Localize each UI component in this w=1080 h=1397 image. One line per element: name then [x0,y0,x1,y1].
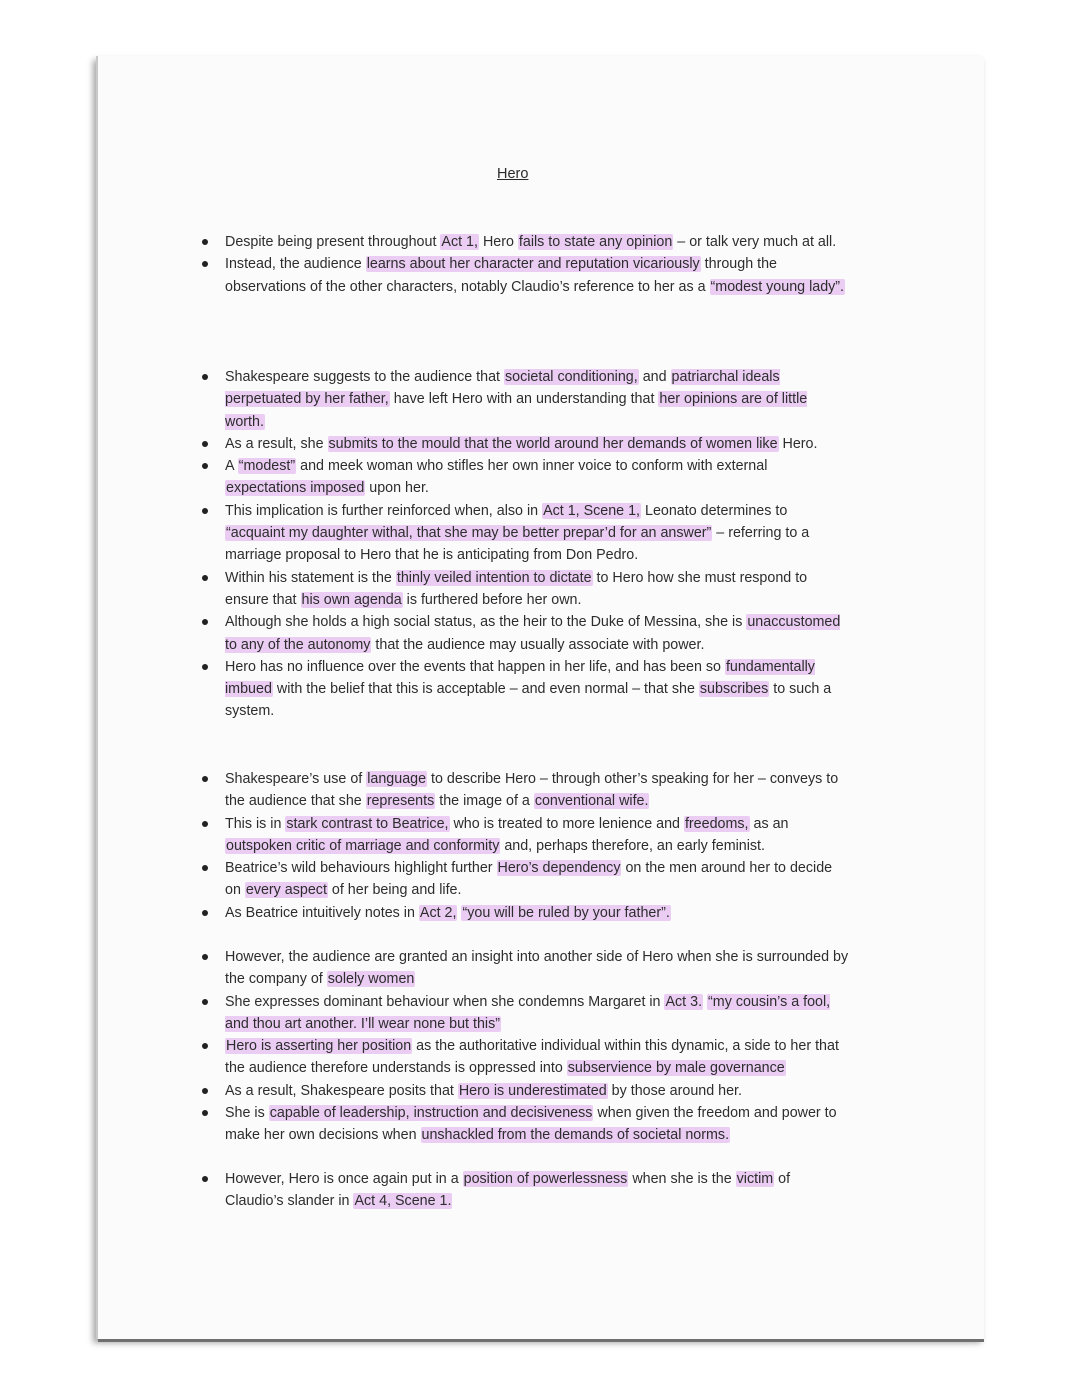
text-segment: Leonato determines to [641,502,788,519]
text-segment: – referring to a marriage proposal to Hero that he is anticipating from Don Pedro. [225,525,810,564]
bullet-item [98,611,984,656]
highlighted-text: position of powerlessness [463,1171,628,1187]
highlighted-text: Act 1, Scene 1, [543,502,641,519]
bullet-section-5 [98,1168,984,1213]
bullet-item [98,231,984,253]
text-segment: as the authoritative individual within this dynamic, a side to her that the audience therefore understands is oppressed into [225,1038,839,1077]
highlighted-text: stark contrast to Beatrice, [286,815,449,832]
text-segment: with the belief that this is acceptable – and even normal – that she [272,681,699,698]
highlighted-text: societal conditioning, [505,369,638,385]
highlighted-text: capable of leadership, instruction and decisiveness [269,1105,593,1122]
text-segment: Instead, the audience [225,256,366,273]
text-segment: However, Hero is once again put in a [225,1171,463,1187]
highlighted-text: thinly veiled intention to dictate [396,569,592,586]
text-segment: Hero. [778,435,818,452]
bullet-item [98,1168,984,1213]
bullet-section-2 [98,366,984,723]
text-segment: However, the audience are granted an insight into another side of Hero when she is surrounded by the company of [225,949,849,988]
highlighted-text: patriarchal ideals perpetuated by her father, [225,369,780,408]
highlighted-text: freedoms, [684,815,749,832]
highlighted-text: Hero’s dependency [497,860,621,877]
bullet-item [98,902,984,924]
text-segment: Shakespeare’s use of [225,771,367,787]
bullet-section-4 [98,946,984,1147]
text-segment: As a result, she [225,435,328,452]
text-segment: on the men around her to decide on [225,860,833,899]
highlighted-text: Act 4, Scene 1. [354,1193,452,1210]
bullet-item [98,813,984,858]
bullet-item [98,857,984,902]
text-segment: who is treated to more lenience and [449,815,684,832]
highlighted-text: fails to state any opinion [518,234,673,250]
text-segment: the image of a [435,793,534,810]
text-segment: and meek woman who stifles her own inner voice to conform with external [296,458,768,475]
highlighted-text: subservience by male governance [567,1060,785,1077]
text-segment: by those around her. [607,1082,742,1099]
text-segment: This implication is further reinforced when, also in [225,502,543,519]
bullet-section-1 [98,231,984,298]
text-segment: to describe Hero – through other’s speaking for her – conveys to the audience that she [225,771,839,810]
highlighted-text: victim [736,1171,774,1187]
document-page [96,56,984,1339]
highlighted-text: fundamentally imbued [225,658,815,698]
highlighted-text: expectations imposed [226,480,365,497]
page-title: Hero [497,166,529,182]
text-segment: and [638,369,671,385]
highlighted-text: solely women [327,971,415,988]
text-segment: of her being and life. [327,882,462,899]
bullet-item [98,656,984,723]
bullet-item [98,366,984,433]
highlighted-text: conventional wife. [534,793,649,810]
highlighted-text: her opinions are of little worth. [225,391,808,430]
bullet-item [98,567,984,612]
highlighted-text: Hero is asserting her position [226,1038,412,1055]
text-segment: have left Hero with an understanding that [389,391,659,408]
highlighted-text: every aspect [245,882,327,899]
highlighted-text: “my cousin’s a fool, and thou art another. I’ll wear none but this” [225,993,831,1032]
text-segment: A [225,458,238,475]
text-segment: Although she holds a high social status, as the heir to the Duke of Messina, she is [225,614,747,631]
text-segment: to such a system. [225,681,832,720]
text-segment: Hero has no influence over the events that happen in her life, and has been so [225,658,725,675]
text-segment: to Hero how she must respond to ensure that [225,569,808,608]
text-segment: Hero [478,234,518,250]
bullet-item [98,253,984,298]
highlighted-text: unaccustomed to any of the autonomy [225,614,841,653]
highlighted-text: subscribes [699,681,769,698]
highlighted-text: represents [366,793,435,810]
bullet-item [98,1102,984,1147]
text-segment: and, perhaps therefore, an early feminist. [500,837,765,854]
text-segment: Shakespeare suggests to the audience that [225,369,504,385]
highlighted-text: unshackled from the demands of societal norms. [421,1127,730,1144]
highlighted-text: outspoken critic of marriage and conformity [226,837,500,854]
bullet-item [98,1035,984,1080]
bullet-section-3 [98,768,984,924]
highlighted-text: “modest young lady”. [710,278,845,295]
bullet-item [98,768,984,813]
text-segment: – or talk very much at all. [673,234,837,250]
text-segment: She expresses dominant behaviour when she condemns Margaret in [225,993,665,1010]
highlighted-text: submits to the mould that the world around her demands of women like [328,435,778,452]
text-segment: of Claudio’s slander in [225,1171,791,1210]
highlighted-text: Act 3. [665,993,703,1010]
text-segment: She is [225,1105,269,1122]
bullet-item [98,500,984,567]
text-segment: As Beatrice intuitively notes in [225,904,419,921]
bullet-item [98,946,984,991]
text-segment: This is in [225,815,286,832]
highlighted-text: “you will be ruled by your father”. [462,904,670,921]
text-segment: is furthered before her own. [402,591,582,608]
text-segment: as an [749,815,789,832]
highlighted-text: language [367,771,427,787]
text-segment: when she is the [628,1171,736,1187]
text-segment: that the audience may usually associate with power. [371,636,705,653]
text-segment: upon her. [365,480,429,497]
bullet-item [98,433,984,455]
highlighted-text: learns about her character and reputation vicariously [366,256,700,273]
highlighted-text: Hero is underestimated [458,1082,607,1099]
highlighted-text: “modest” [238,458,296,475]
bullet-item [98,455,984,500]
text-segment: through the observations of the other characters, notably Claudio’s reference to her as a [225,256,778,295]
highlighted-text: “acquaint my daughter withal, that she may be better prepar’d for an answer” [226,525,712,542]
text-segment: Within his statement is the [225,569,396,586]
highlighted-text: his own agenda [301,591,402,608]
text-segment: when given the freedom and power to make her own decisions when [225,1105,837,1144]
bullet-item [98,991,984,1036]
text-segment: As a result, Shakespeare posits that [225,1082,458,1099]
text-segment: Despite being present throughout [225,234,441,250]
text-segment: Beatrice’s wild behaviours highlight further [225,860,497,877]
highlighted-text: Act 1, [441,234,478,250]
highlighted-text: Act 2, [419,904,457,921]
bullet-item [98,1080,984,1102]
